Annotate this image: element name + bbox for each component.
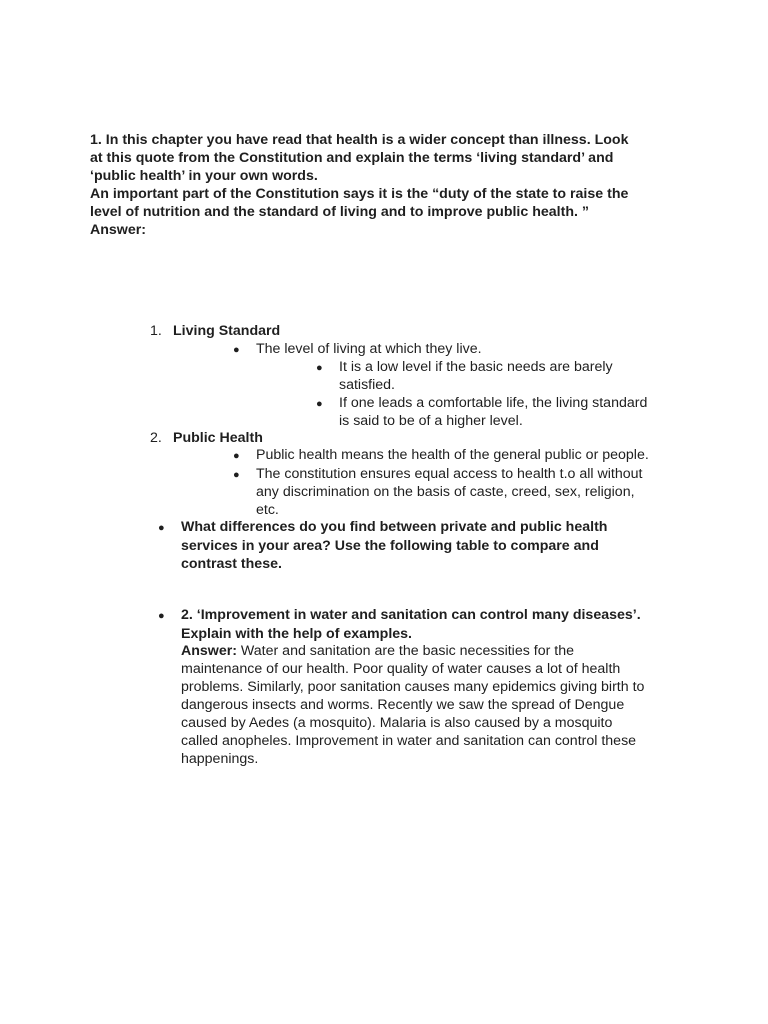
list-item: If one leads a comfortable life, the living standard [339, 395, 648, 411]
bullet-icon: ● [233, 344, 240, 356]
list-item: is said to be of a higher level. [339, 413, 523, 429]
answer-label: Answer: [181, 643, 237, 659]
bullet-icon: ● [316, 362, 323, 374]
question-2-title: 2. ‘Improvement in water and sanitation can control many diseases’. [181, 607, 641, 623]
list-item: The constitution ensures equal access to health t.o all without [256, 466, 643, 482]
question-2-answer-first-line [181, 642, 574, 660]
list-item: It is a low level if the basic needs are barely [339, 359, 613, 375]
answer-text: problems. Similarly, poor sanitation causes many epidemics giving birth to [181, 679, 645, 695]
question-1-line: An important part of the Constitution says it is the “duty of the state to raise the [90, 186, 629, 202]
question-1-line: 1. In this chapter you have read that health is a wider concept than illness. Look [90, 132, 629, 148]
list-item: satisfied. [339, 377, 395, 393]
question-1-line: ‘public health’ in your own words. [90, 168, 318, 184]
differences-question-line: services in your area? Use the following table to compare and [181, 538, 599, 554]
list-item: any discrimination on the basis of caste, creed, sex, religion, [256, 484, 635, 500]
question-1-line: at this quote from the Constitution and explain the terms ‘living standard’ and [90, 150, 614, 166]
list-item: etc. [256, 502, 279, 518]
differences-question-line: What differences do you find between private and public health [181, 519, 608, 535]
answer-text: called anopheles. Improvement in water and sanitation can control these [181, 733, 637, 749]
question-2-title: Explain with the help of examples. [181, 626, 412, 642]
list-number: 1. [150, 323, 162, 339]
bullet-icon: ● [158, 610, 165, 622]
answer-text: caused by Aedes (a mosquito). Malaria is also caused by a mosquito [181, 715, 613, 731]
answer-text: Water and sanitation are the basic necessities for the [236, 643, 574, 659]
list-item: The level of living at which they live. [256, 341, 482, 357]
answer-text: maintenance of our health. Poor quality of water causes a lot of health [181, 661, 621, 677]
list-number: 2. [150, 430, 162, 446]
answer-text: happenings. [181, 751, 259, 767]
public-health-heading: Public Health [173, 430, 263, 446]
bullet-icon: ● [233, 450, 240, 462]
question-1-line: level of nutrition and the standard of living and to improve public health. ” [90, 204, 589, 220]
answer-text: dangerous insects and worms. Recently we saw the spread of Dengue [181, 697, 625, 713]
differences-question-line: contrast these. [181, 556, 282, 572]
bullet-icon: ● [316, 398, 323, 410]
bullet-icon: ● [158, 522, 165, 534]
living-standard-heading: Living Standard [173, 323, 281, 339]
question-1 [90, 131, 690, 239]
bullet-icon: ● [233, 469, 240, 481]
answer-label: Answer: [90, 222, 146, 238]
list-item: Public health means the health of the general public or people. [256, 447, 649, 463]
